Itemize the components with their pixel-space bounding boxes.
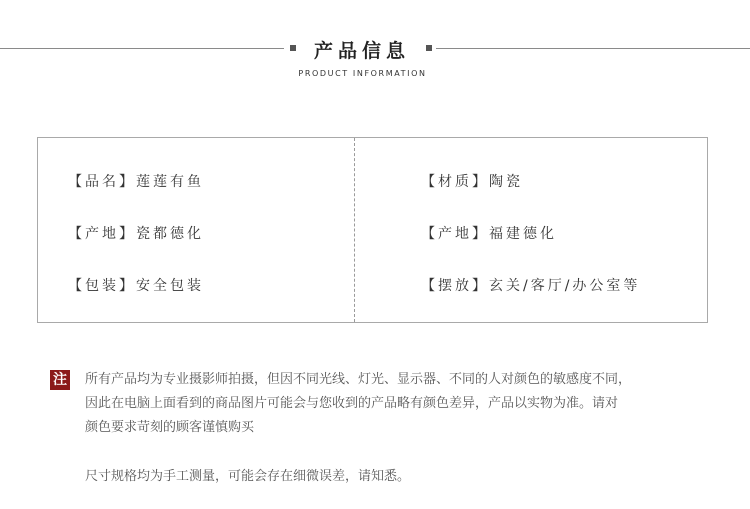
note-line: 因此在电脑上面看到的商品图片可能会与您收到的产品略有颜色差异，产品以实物为准。请对: [85, 396, 619, 411]
header-square-left-icon: [290, 45, 296, 51]
table-column-divider: [354, 138, 355, 322]
info-key: 摆放: [438, 278, 472, 294]
info-row-material: 【材质】陶瓷: [421, 174, 523, 190]
note-line: 所有产品均为专业摄影师拍摄，但因不同光线、灯光、显示器、不同的人对颜色的敏感度不同，: [85, 372, 632, 387]
section-title: 产品信息: [313, 40, 410, 62]
size-note: 尺寸规格均为手工测量，可能会存在细微误差，请知悉。: [85, 469, 411, 484]
header-square-right-icon: [426, 45, 432, 51]
note-line: 颜色要求苛刻的顾客谨慎购买: [85, 420, 255, 435]
info-value: 玄关/客厅/办公室等: [489, 278, 641, 294]
info-key: 材质: [438, 174, 472, 190]
info-row-packaging: 【包装】安全包装: [68, 278, 204, 294]
info-row-origin: 【产地】瓷都德化: [68, 226, 204, 242]
info-row-origin-2: 【产地】福建德化: [421, 226, 557, 242]
info-key: 产地: [85, 226, 119, 242]
info-row-name: 【品名】莲莲有鱼: [68, 174, 204, 190]
section-subtitle: PRODUCT INFORMATION: [298, 69, 427, 78]
info-value: 莲莲有鱼: [136, 174, 204, 190]
info-value: 陶瓷: [489, 174, 523, 190]
info-value: 福建德化: [489, 226, 557, 242]
info-key: 包装: [85, 278, 119, 294]
info-row-placement: 【摆放】玄关/客厅/办公室等: [421, 278, 641, 294]
info-key: 产地: [438, 226, 472, 242]
note-text: [85, 368, 685, 440]
note-badge: 注: [50, 370, 70, 390]
info-value: 安全包装: [136, 278, 204, 294]
info-value: 瓷都德化: [136, 226, 204, 242]
header-divider-left: [0, 48, 284, 49]
info-key: 品名: [85, 174, 119, 190]
header-divider-right: [436, 48, 750, 49]
